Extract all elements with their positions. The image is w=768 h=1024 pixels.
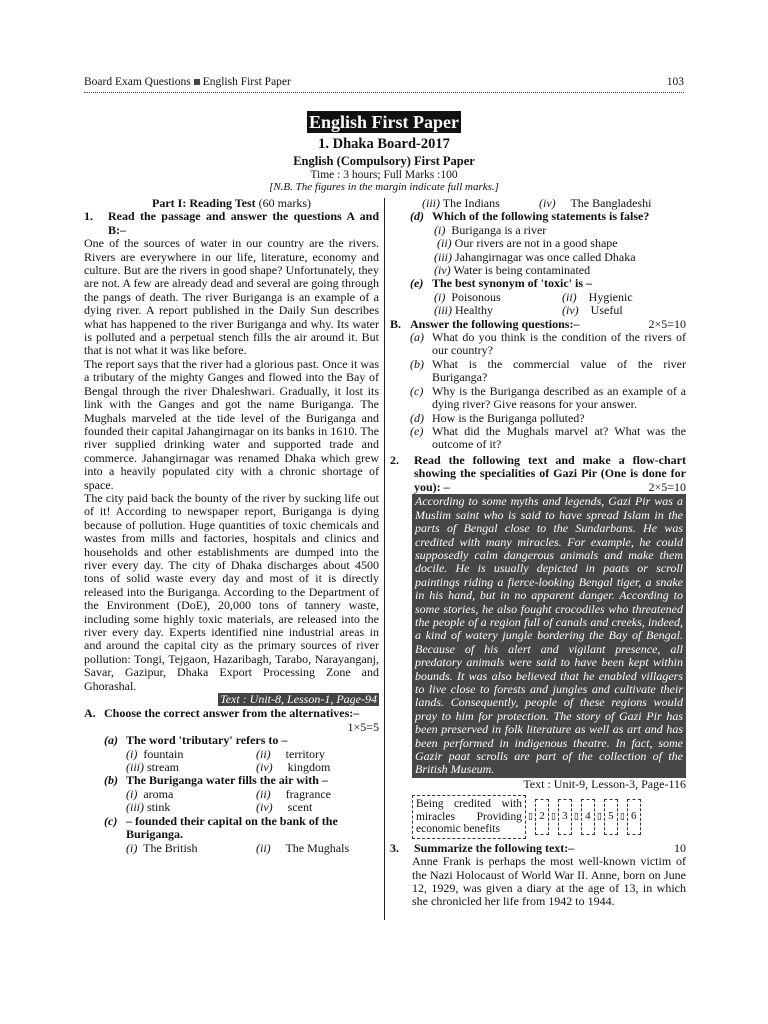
option-text: aroma xyxy=(143,786,174,801)
option-label: (iii) xyxy=(126,800,144,815)
mcq-options xyxy=(104,748,379,775)
nb-note: [N.B. The figures in the margin indicate full marks.] xyxy=(269,181,499,193)
mcq-list xyxy=(84,734,379,855)
section-label: A. xyxy=(84,706,96,721)
option-text: Water is being contaminated xyxy=(453,263,591,278)
header-left xyxy=(84,76,291,92)
statement-item xyxy=(434,237,686,250)
mcq-text: The word 'tributary' refers to – xyxy=(126,733,288,748)
mcq-text: The best synonym of 'toxic' is – xyxy=(432,276,593,291)
option-text: Buriganga is a river xyxy=(451,222,547,237)
option-text: stream xyxy=(147,760,179,775)
section-marks: 1×5=5 xyxy=(347,719,379,734)
flow-step: 5 xyxy=(604,799,618,835)
section-marks: 2×5=10 xyxy=(648,316,686,331)
short-questions xyxy=(390,331,686,452)
option-text: territory xyxy=(285,746,325,761)
mcq-label: (e) xyxy=(410,276,424,291)
part-heading xyxy=(84,197,379,210)
mcq-label: (c) xyxy=(104,813,118,828)
statement-item xyxy=(434,251,686,264)
question-label: (c) xyxy=(410,383,424,398)
title-box xyxy=(0,112,768,133)
mcq-text: Which of the following statements is false? xyxy=(432,209,650,224)
question-marks: 10 xyxy=(674,840,686,855)
flow-step: 4 xyxy=(581,799,595,835)
question-label: (e) xyxy=(410,423,424,438)
q2-body xyxy=(390,494,686,838)
option-label: (iv) xyxy=(256,800,273,815)
option-text: Our rivers are not in a good shape xyxy=(454,236,618,251)
option-row xyxy=(126,761,379,774)
arrow-right-icon: ▯ xyxy=(596,811,602,822)
question-heading: Summarize the following text:– xyxy=(414,840,575,855)
option-text: The Mughals xyxy=(285,840,350,855)
running-header xyxy=(84,76,684,93)
question-label: (b) xyxy=(410,356,424,371)
option-text: fountain xyxy=(143,746,184,761)
short-question xyxy=(410,412,686,425)
option-label: (ii) xyxy=(256,746,271,761)
square-bullet-icon xyxy=(194,79,200,85)
option-row xyxy=(126,842,379,855)
question-2 xyxy=(390,454,686,494)
left-column xyxy=(84,197,379,855)
question-d xyxy=(390,210,686,317)
question-number: 3. xyxy=(390,840,399,855)
passage-paragraph: One of the sources of water in our country are the rivers. Rivers are everywhere in our life, literature, economy and culture. But are the rivers in good shape? Unfortunately, they are not. A few are already dead and several are going through the pangs of death. The river Buriganga is an example of a dying river. A report published in the Daily Sun describes what has happened to the river Buriganga and why. Its water is polluted and a perpetual stench fills the air around it. But that is not what it was like before. xyxy=(84,236,379,358)
header-book-title: Board Exam Questions xyxy=(84,76,191,88)
option-label: (iv) xyxy=(434,263,451,278)
statement-item xyxy=(434,264,686,277)
question-text: Why is the Buriganga described as an example of a dying river? Give reasons for your answer. xyxy=(432,383,686,412)
source-line xyxy=(84,693,379,706)
arrow-right-icon: ▯ xyxy=(573,811,579,822)
short-question xyxy=(410,385,686,412)
right-column xyxy=(390,197,686,909)
option-text: The British xyxy=(143,840,198,855)
option-row xyxy=(126,801,379,814)
flow-step: 3 xyxy=(558,799,572,835)
mcq-label: (d) xyxy=(410,209,424,224)
option-label: (iv) xyxy=(562,303,579,318)
mcq-continued xyxy=(390,197,686,210)
option-text: The Bangladeshi xyxy=(570,196,652,210)
option-label: (ii) xyxy=(437,236,452,251)
arrow-right-icon: ▯ xyxy=(619,811,625,822)
question-heading: Read the passage and answer the questions A and B:– xyxy=(108,209,379,237)
option-label: (i) xyxy=(434,222,446,237)
option-label: (ii) xyxy=(562,289,577,304)
mcq-question xyxy=(104,774,379,787)
option-label: (iii) xyxy=(422,196,440,210)
option-text: Useful xyxy=(590,303,623,318)
question-text: How is the Buriganga polluted? xyxy=(432,410,585,425)
section-a-heading xyxy=(84,707,379,720)
option-label: (i) xyxy=(126,786,138,801)
question-label: (d) xyxy=(410,410,424,425)
section-b-heading xyxy=(390,318,686,331)
question-1 xyxy=(84,210,379,237)
short-question xyxy=(410,331,686,358)
question-heading: Read the following text and make a flow-chart showing the specialities of Gazi Pir (One is done for you): – xyxy=(414,452,686,494)
option-row xyxy=(434,291,686,304)
mcq-question xyxy=(410,210,686,223)
option-label: (iii) xyxy=(434,303,452,318)
option-label: (iv) xyxy=(256,760,273,775)
time-marks: Time : 3 hours; Full Marks :100 xyxy=(310,169,458,181)
option-row xyxy=(126,748,379,761)
option-text: Poisonous xyxy=(451,289,501,304)
question-label: (a) xyxy=(410,330,424,345)
source-reference: Text : Unit-9, Lesson-3, Page-116 xyxy=(523,776,686,791)
section-label: B. xyxy=(390,316,402,331)
option-label: (iii) xyxy=(434,249,452,264)
gazi-pir-passage: According to some myths and legends, Gazi Pir was a Muslim saint who is said to have spread Islam in the parts of Bengal close to the Sundarbans. He was credited with many miracles. For example, he could supposedly calm dangerous animals and make them docile. He is usually depicted in paats or scroll paintings riding a fierce-looking Bengal tiger, a snake in his hand, but in no apparent danger. According to some stories, he also fought crocodiles who threatened the people of a region full of canals and creeks, indeed, a kind of watery jungle bordering the Bay of Bengal. Because of his alert and vigilant presence, all predatory animals were said to have been kept within bounds. It was also believed that he enabled villagers to live close to forests and jungles and cultivate their lands. Consequently, people of these regions would pray to him for protection. The story of Gazi Pir has been preserved in folk literature as well as art and has been performed in indigenous theatre. In fact, some Gazir paat scrolls are part of the collection of the British Museum. xyxy=(412,494,686,778)
column-divider xyxy=(384,198,385,920)
option-text: stink xyxy=(147,800,171,815)
mcq-question xyxy=(104,734,379,747)
header-subject: English First Paper xyxy=(202,76,291,88)
mcq-text: – founded their capital on the bank of the Buriganga. xyxy=(126,813,338,842)
option-row xyxy=(434,304,686,317)
question-number: 2. xyxy=(390,452,399,467)
board-heading: 1. Dhaka Board-2017 xyxy=(318,136,450,152)
mcq-options xyxy=(104,788,379,815)
mcq-options xyxy=(104,842,379,855)
mcq-text: The Buriganga water fills the air with – xyxy=(126,773,328,788)
part-label: Part I: Reading Test xyxy=(152,196,256,210)
mcq-label: (b) xyxy=(104,773,118,788)
option-row xyxy=(126,788,379,801)
short-question xyxy=(410,358,686,385)
question-text: What do you think is the condition of the rivers of our country? xyxy=(432,330,686,358)
page-number: 103 xyxy=(666,76,684,88)
source-reference: Text : Unit-8, Lesson-1, Page-94 xyxy=(220,692,377,707)
option-label: (iv) xyxy=(539,196,556,210)
option-text: fragrance xyxy=(285,786,331,801)
option-text: Jahangirnagar was once called Dhaka xyxy=(455,249,636,264)
subject-heading: English (Compulsory) First Paper xyxy=(293,154,475,168)
question-marks: 2×5=10 xyxy=(648,479,686,494)
option-label: (i) xyxy=(126,840,138,855)
short-question xyxy=(410,425,686,452)
section-heading: Choose the correct answer from the alternatives:– xyxy=(104,706,360,721)
option-label: (ii) xyxy=(256,786,271,801)
option-label: (i) xyxy=(434,289,446,304)
option-label: (ii) xyxy=(256,840,271,855)
option-text: Healthy xyxy=(455,303,493,318)
option-row xyxy=(422,197,686,210)
part-marks: (60 marks) xyxy=(258,196,311,210)
passage-paragraph: The report says that the river had a glorious past. Once it was a tributary of the mighty Ganges and flowed into the Bay of Bengal through the river Dhaleshwari. Gradually, it lost its link with the Ganges and got the name Buriganga. The Mughals marveled at the tide level of the Buriganga and founded their capital Jahangirnagar on its banks in 1610. The river supplied drinking water and supported trade and commerce. Jahangirnagar was renamed Dhaka which grew into a heavily populated city with a chronic shortage of space. xyxy=(84,356,379,492)
option-text: The Indians xyxy=(442,196,500,210)
question-text: What did the Mughals marvel at? What was the outcome of it? xyxy=(432,423,686,452)
option-label: (iii) xyxy=(126,760,144,775)
question-number: 1. xyxy=(84,209,93,224)
mcq-options xyxy=(410,291,686,318)
option-text: Hygienic xyxy=(588,289,633,304)
flow-step: 6 xyxy=(627,799,641,835)
arrow-right-icon: ▯ xyxy=(528,811,533,822)
mcq-label: (a) xyxy=(104,733,118,748)
flow-step: 2 xyxy=(535,799,549,835)
flow-box-first: Being credited with miracles Providing economic benefits xyxy=(412,795,526,839)
arrow-right-icon: ▯ xyxy=(550,811,556,822)
summary-passage: Anne Frank is perhaps the most well-known victim of the Nazi Holocaust of World War II. Anne, born on June 12, 1929, was given a diary at the age of 13, in which she chronicled her life from 1942 to 1944. xyxy=(412,854,686,909)
flow-chart xyxy=(412,795,686,839)
option-text: scent xyxy=(287,800,313,815)
section-heading: Answer the following questions:– xyxy=(410,316,580,331)
mcq-question xyxy=(104,815,379,842)
passage-paragraph: The city paid back the bounty of the river by sucking life out of it! According to newspaper report, Buriganga is dying because of pollution. Huge quantities of toxic chemicals and wastes from mills and factories, hospitals and clinics and households and other establishments are dumped into the river every day. The city of Dhaka discharges about 4500 tons of solid waste every day and most of it is directly released into the Buriganga. According to the Department of the Environment (DoE), 20,000 tons of tannery waste, including some highly toxic materials, are released into the river every day. Experts identified nine industrial areas in and around the capital city as the primary sources of river pollution: Tongi, Tejgaon, Hazaribagh, Tarabo, Narayanganj, Savar, Gazipur, Dhaka Export Processing Zone and Ghorashal. xyxy=(84,490,379,693)
option-text: kingdom xyxy=(287,760,331,775)
option-label: (i) xyxy=(126,746,138,761)
page-title: English First Paper xyxy=(308,112,459,132)
mcq-question xyxy=(410,277,686,290)
statement-item xyxy=(434,224,686,237)
question-text: What is the commercial value of the river Buriganga? xyxy=(432,356,686,385)
question-3 xyxy=(390,842,686,855)
statement-list xyxy=(410,224,686,278)
